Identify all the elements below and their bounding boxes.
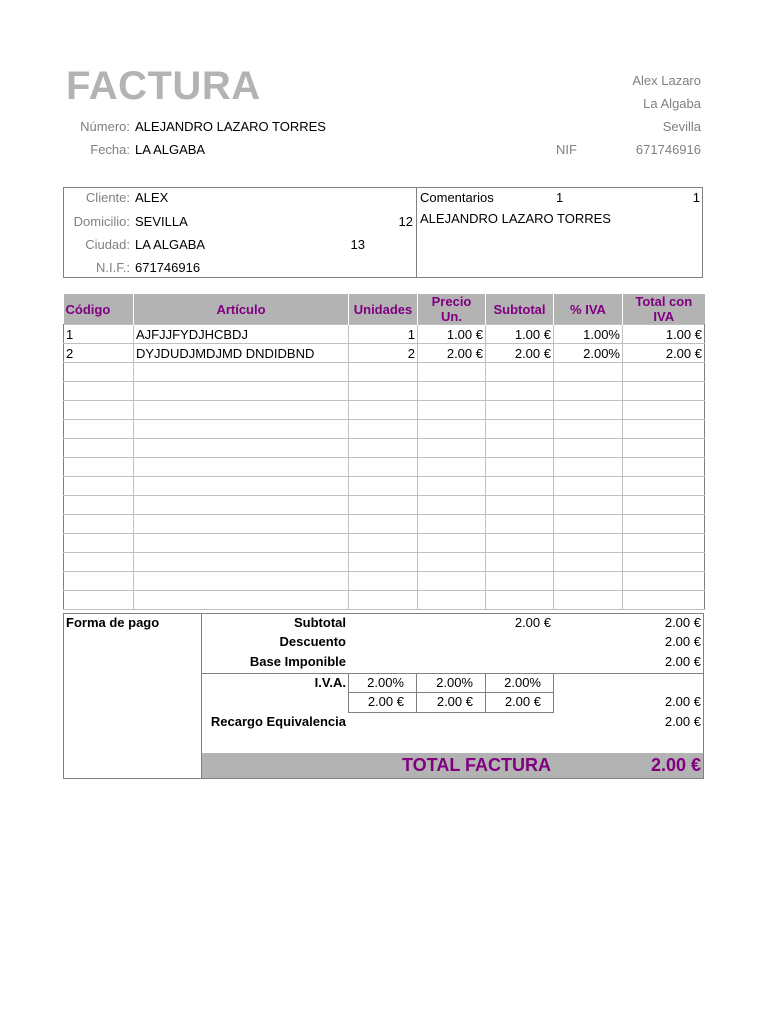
table-cell [418,458,486,477]
table-cell [64,591,134,610]
table-cell [486,553,554,572]
table-cell: 1.00 € [486,325,554,344]
table-cell [418,591,486,610]
table-cell: 2 [349,344,418,363]
iva-value: 2.00 € [664,694,701,709]
table-cell [554,458,623,477]
iva-label: I.V.A. [314,675,346,690]
table-cell: 1.00% [554,325,623,344]
header-unidades: Unidades [349,294,418,325]
cliente-value: ALEX [135,190,169,205]
table-cell [486,439,554,458]
table-row [64,496,705,515]
table-cell [486,477,554,496]
table-cell [486,572,554,591]
header-iva: % IVA [554,294,623,325]
table-cell [349,572,418,591]
table-cell [64,458,134,477]
table-row [64,325,705,344]
table-cell [349,477,418,496]
table-cell [554,420,623,439]
iva-amount-1: 2.00 € [348,692,417,713]
total-factura-value: 2.00 € [650,755,701,775]
sender-city: Sevilla [662,119,701,134]
ciudad-value: LA ALGABA [135,237,206,252]
table-cell: DYJDUDJMDJMD DNDIDBND [134,344,349,363]
table-cell [64,439,134,458]
table-cell [623,572,705,591]
table-cell [349,420,418,439]
table-cell [554,477,623,496]
table-cell [64,401,134,420]
table-cell [554,363,623,382]
table-cell: 1 [64,325,134,344]
table-cell [134,534,349,553]
table-cell: 2.00 € [623,344,705,363]
table-cell [486,420,554,439]
comentarios-label: Comentarios [420,190,494,205]
table-cell [623,553,705,572]
table-cell [418,401,486,420]
table-cell [486,382,554,401]
table-row [64,363,705,382]
table-cell [554,553,623,572]
sender-name: Alex Lazaro [632,73,701,88]
table-cell [486,515,554,534]
descuento-value: 2.00 € [664,634,701,649]
subtotal-label: Subtotal [294,615,346,630]
total-factura-label: TOTAL FACTURA [402,755,551,775]
table-row [64,439,705,458]
table-cell: 2.00% [554,344,623,363]
table-cell: 1.00 € [623,325,705,344]
domicilio-number: 12 [398,214,413,229]
ciudad-label: Ciudad: [85,237,130,252]
table-cell [418,572,486,591]
table-cell [623,591,705,610]
table-cell [418,477,486,496]
domicilio-label: Domicilio: [73,214,130,229]
table-cell [349,439,418,458]
table-cell [64,496,134,515]
table-cell [554,496,623,515]
iva-rate-1: 2.00% [348,673,417,693]
table-cell [486,496,554,515]
table-cell [134,572,349,591]
sender-nif-label: NIF [556,142,577,157]
cliente-label: Cliente: [85,190,130,205]
subtotal-mid-value: 2.00 € [514,615,551,630]
table-cell [134,382,349,401]
items-header-row [64,294,705,325]
numero-label: Número: [80,119,130,134]
table-cell [554,382,623,401]
table-cell [623,439,705,458]
numero-value: ALEJANDRO LAZARO TORRES [135,119,326,134]
sender-town: La Algaba [643,96,701,111]
descuento-label: Descuento [279,634,346,649]
table-row [64,553,705,572]
table-cell [64,515,134,534]
table-cell [134,515,349,534]
table-cell [134,458,349,477]
table-cell [623,515,705,534]
table-cell [486,401,554,420]
table-cell [486,534,554,553]
subtotal-value: 2.00 € [664,615,701,630]
table-cell [134,439,349,458]
table-cell [349,515,418,534]
invoice-title: FACTURA [66,64,261,108]
table-row [64,534,705,553]
table-cell [349,496,418,515]
table-row [64,458,705,477]
table-cell [64,553,134,572]
table-cell [64,382,134,401]
iva-rate-2: 2.00% [416,673,486,693]
table-cell [64,420,134,439]
table-cell [134,553,349,572]
table-row [64,420,705,439]
table-cell [418,534,486,553]
table-cell [486,591,554,610]
table-cell: 1 [349,325,418,344]
table-cell [554,572,623,591]
base-imponible-value: 2.00 € [664,654,701,669]
header-articulo: Artículo [134,294,349,325]
table-cell [418,363,486,382]
iva-rate-3: 2.00% [485,673,554,693]
table-cell [554,439,623,458]
header-codigo: Código [64,294,134,325]
comentarios-count-2: 1 [692,190,700,205]
table-cell: 2.00 € [418,344,486,363]
client-box-divider [416,187,417,278]
header-subtotal: Subtotal [486,294,554,325]
table-cell [554,515,623,534]
table-cell [418,382,486,401]
table-cell [349,363,418,382]
table-cell [64,572,134,591]
table-row [64,515,705,534]
items-table [63,294,705,610]
iva-amount-2: 2.00 € [416,692,486,713]
table-cell: AJFJJFYDJHCBDJ [134,325,349,344]
table-cell [349,591,418,610]
table-row [64,401,705,420]
comentarios-text: ALEJANDRO LAZARO TORRES [420,211,611,226]
table-cell [349,401,418,420]
table-cell [623,382,705,401]
iva-amount-3: 2.00 € [485,692,554,713]
table-cell [64,363,134,382]
sender-nif-value: 671746916 [635,142,701,157]
base-imponible-label: Base Imponible [249,654,346,669]
table-cell [134,363,349,382]
table-row [64,477,705,496]
table-row [64,344,705,363]
table-cell [64,477,134,496]
table-cell: 2 [64,344,134,363]
table-cell [623,496,705,515]
table-cell [418,420,486,439]
table-cell [134,496,349,515]
table-cell [554,591,623,610]
fecha-label: Fecha: [90,142,130,157]
header-total-iva: Total con IVA [623,294,705,325]
table-cell [134,477,349,496]
table-cell [349,553,418,572]
table-cell [134,420,349,439]
table-cell [64,534,134,553]
table-cell [623,534,705,553]
table-cell [554,401,623,420]
domicilio-value: SEVILLA [135,214,188,229]
client-nif-label: N.I.F.: [96,260,130,275]
table-row [64,572,705,591]
table-cell [554,534,623,553]
table-cell: 1.00 € [418,325,486,344]
table-cell [349,534,418,553]
table-cell [418,496,486,515]
comentarios-count-1: 1 [556,190,564,205]
table-cell [418,515,486,534]
table-row [64,382,705,401]
table-cell [349,458,418,477]
table-cell [134,591,349,610]
table-cell [134,401,349,420]
fecha-value: LA ALGABA [135,142,206,157]
table-cell [623,458,705,477]
ciudad-number: 13 [350,237,365,252]
table-cell [623,477,705,496]
table-cell [486,458,554,477]
table-cell [418,553,486,572]
table-cell [349,382,418,401]
table-row [64,591,705,610]
recargo-label: Recargo Equivalencia [210,714,346,729]
forma-pago-label: Forma de pago [66,615,160,630]
table-cell [623,401,705,420]
header-precio: Precio Un. [418,294,486,325]
table-cell [623,420,705,439]
table-cell [486,363,554,382]
client-nif-value: 671746916 [135,260,201,275]
table-cell: 2.00 € [486,344,554,363]
table-cell [418,439,486,458]
recargo-value: 2.00 € [664,714,701,729]
table-cell [623,363,705,382]
